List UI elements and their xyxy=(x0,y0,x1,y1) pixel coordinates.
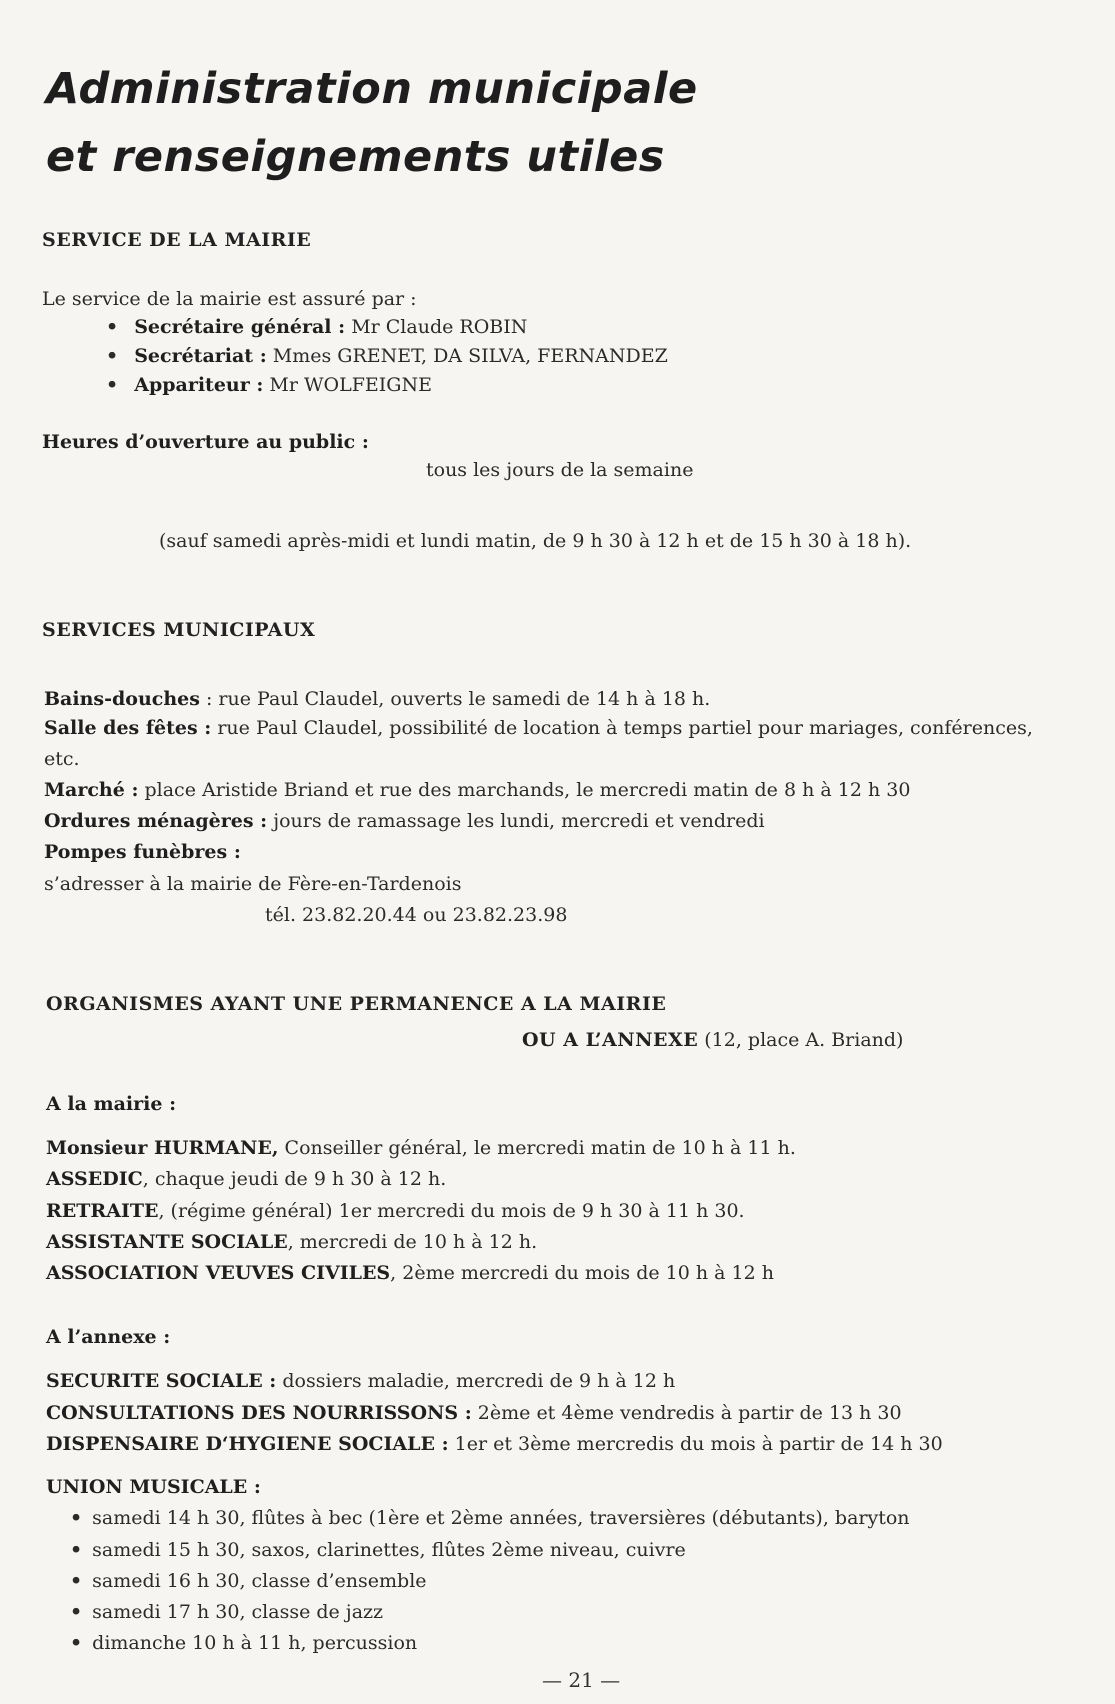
service-item xyxy=(44,713,1033,744)
organismes-heading-address: (12, place A. Briand) xyxy=(698,1029,904,1051)
staff-value: Mr WOLFEIGNE xyxy=(263,374,432,396)
staff-label: Appariteur : xyxy=(134,374,264,396)
annexe-label: A l’annexe : xyxy=(46,1326,171,1348)
union-musicale-item: • dimanche 10 h à 11 h, percussion xyxy=(70,1628,417,1659)
annexe-item xyxy=(46,1398,902,1429)
annexe-item-label: DISPENSAIRE D‘HYGIENE SOCIALE : xyxy=(46,1433,449,1455)
mairie-item-label: Monsieur HURMANE, xyxy=(46,1137,279,1159)
mairie-item xyxy=(46,1164,446,1195)
staff-item xyxy=(106,370,432,401)
mairie-item xyxy=(46,1133,796,1164)
service-label: Marché : xyxy=(44,779,139,801)
service-label: Pompes funèbres : xyxy=(44,841,241,863)
section-heading-services-municipaux: SERVICES MUNICIPAUX xyxy=(42,619,316,641)
mairie-item xyxy=(46,1258,774,1289)
mairie-item-value: , (régime général) 1er mercredi du mois de 9 h 30 à 11 h 30. xyxy=(158,1200,745,1222)
staff-item xyxy=(106,341,668,372)
mairie-item-value: Conseiller général, le mercredi matin de 10 h à 11 h. xyxy=(278,1137,796,1159)
staff-item xyxy=(106,312,527,343)
annexe-item-label: CONSULTATIONS DES NOURRISSONS : xyxy=(46,1402,472,1424)
service-label: Salle des fêtes : xyxy=(44,717,212,739)
service-value: rue Paul Claudel, possibilité de location à temps partiel pour mariages, conférences, xyxy=(211,717,1033,739)
mairie-item-label: RETRAITE xyxy=(46,1200,159,1222)
service-item xyxy=(44,837,241,868)
mairie-item-label: ASSOCIATION VEUVES CIVILES xyxy=(46,1262,391,1284)
section-heading-organismes: ORGANISMES AYANT UNE PERMANENCE A LA MAIRIE xyxy=(46,993,667,1015)
service-value: jours de ramassage les lundi, mercredi et vendredi xyxy=(267,810,765,832)
organismes-heading-annexe: OU A L’ANNEXE xyxy=(522,1029,699,1051)
service-item xyxy=(44,684,710,715)
service-value: etc. xyxy=(44,748,80,770)
staff-value: Mmes GRENET, DA SILVA, FERNANDEZ xyxy=(266,345,668,367)
mairie-item-label: ASSISTANTE SOCIALE xyxy=(46,1231,288,1253)
page-number: — 21 — xyxy=(542,1668,621,1692)
staff-label: Secrétaire général : xyxy=(134,316,346,338)
service-intro: Le service de la mairie est assuré par : xyxy=(42,288,417,310)
mairie-item xyxy=(46,1227,537,1258)
mairie-item-value: , chaque jeudi de 9 h 30 à 12 h. xyxy=(142,1168,447,1190)
hours-line-1: tous les jours de la semaine xyxy=(426,459,694,481)
service-label: Bains-douches xyxy=(44,688,200,710)
staff-label: Secrétariat : xyxy=(134,345,267,367)
service-item xyxy=(44,775,910,806)
mairie-item-value: , 2ème mercredi du mois de 10 h à 12 h xyxy=(390,1262,774,1284)
annexe-item xyxy=(46,1366,675,1397)
title-line-2: et renseignements utiles xyxy=(46,132,665,182)
service-value: place Aristide Briand et rue des marchands, le mercredi matin de 8 h à 12 h 30 xyxy=(138,779,911,801)
mairie-item-label: ASSEDIC xyxy=(46,1168,143,1190)
staff-value: Mr Claude ROBIN xyxy=(345,316,528,338)
service-value: : rue Paul Claudel, ouverts le samedi de 14 h à 18 h. xyxy=(199,688,711,710)
section-heading-service-mairie: SERVICE DE LA MAIRIE xyxy=(42,229,312,251)
union-musicale-item: • samedi 16 h 30, classe d’ensemble xyxy=(70,1566,427,1597)
mairie-item xyxy=(46,1196,745,1227)
annexe-item-label: SECURITE SOCIALE : xyxy=(46,1370,277,1392)
service-label: Ordures ménagères : xyxy=(44,810,268,832)
union-musicale-item: • samedi 15 h 30, saxos, clarinettes, flûtes 2ème niveau, cuivre xyxy=(70,1535,686,1566)
annexe-item-value: dossiers maladie, mercredi de 9 h à 12 h xyxy=(276,1370,676,1392)
annexe-item-value: 1er et 3ème mercredis du mois à partir de 14 h 30 xyxy=(448,1433,943,1455)
funebres-line-1: s’adresser à la mairie de Fère-en-Tardenois xyxy=(44,873,462,895)
mairie-item-value: , mercredi de 10 h à 12 h. xyxy=(287,1231,538,1253)
union-musicale-item: • samedi 14 h 30, flûtes à bec (1ère et 2ème années, traversières (débutants), baryton xyxy=(70,1503,910,1534)
service-item xyxy=(44,806,765,837)
service-item xyxy=(44,744,80,775)
organismes-heading-line-2 xyxy=(522,1025,903,1056)
union-musicale-item: • samedi 17 h 30, classe de jazz xyxy=(70,1597,383,1628)
page-title xyxy=(46,55,698,191)
annexe-item-value: 2ème et 4ème vendredis à partir de 13 h 30 xyxy=(471,1402,902,1424)
title-line-1: Administration municipale xyxy=(46,64,698,114)
union-musicale-heading: UNION MUSICALE : xyxy=(46,1476,261,1498)
annexe-item xyxy=(46,1429,943,1460)
funebres-phone: tél. 23.82.20.44 ou 23.82.23.98 xyxy=(265,904,568,926)
hours-label: Heures d’ouverture au public : xyxy=(42,431,369,453)
hours-line-2: (sauf samedi après-midi et lundi matin, de 9 h 30 à 12 h et de 15 h 30 à 18 h). xyxy=(159,530,912,552)
mairie-label: A la mairie : xyxy=(46,1093,177,1115)
